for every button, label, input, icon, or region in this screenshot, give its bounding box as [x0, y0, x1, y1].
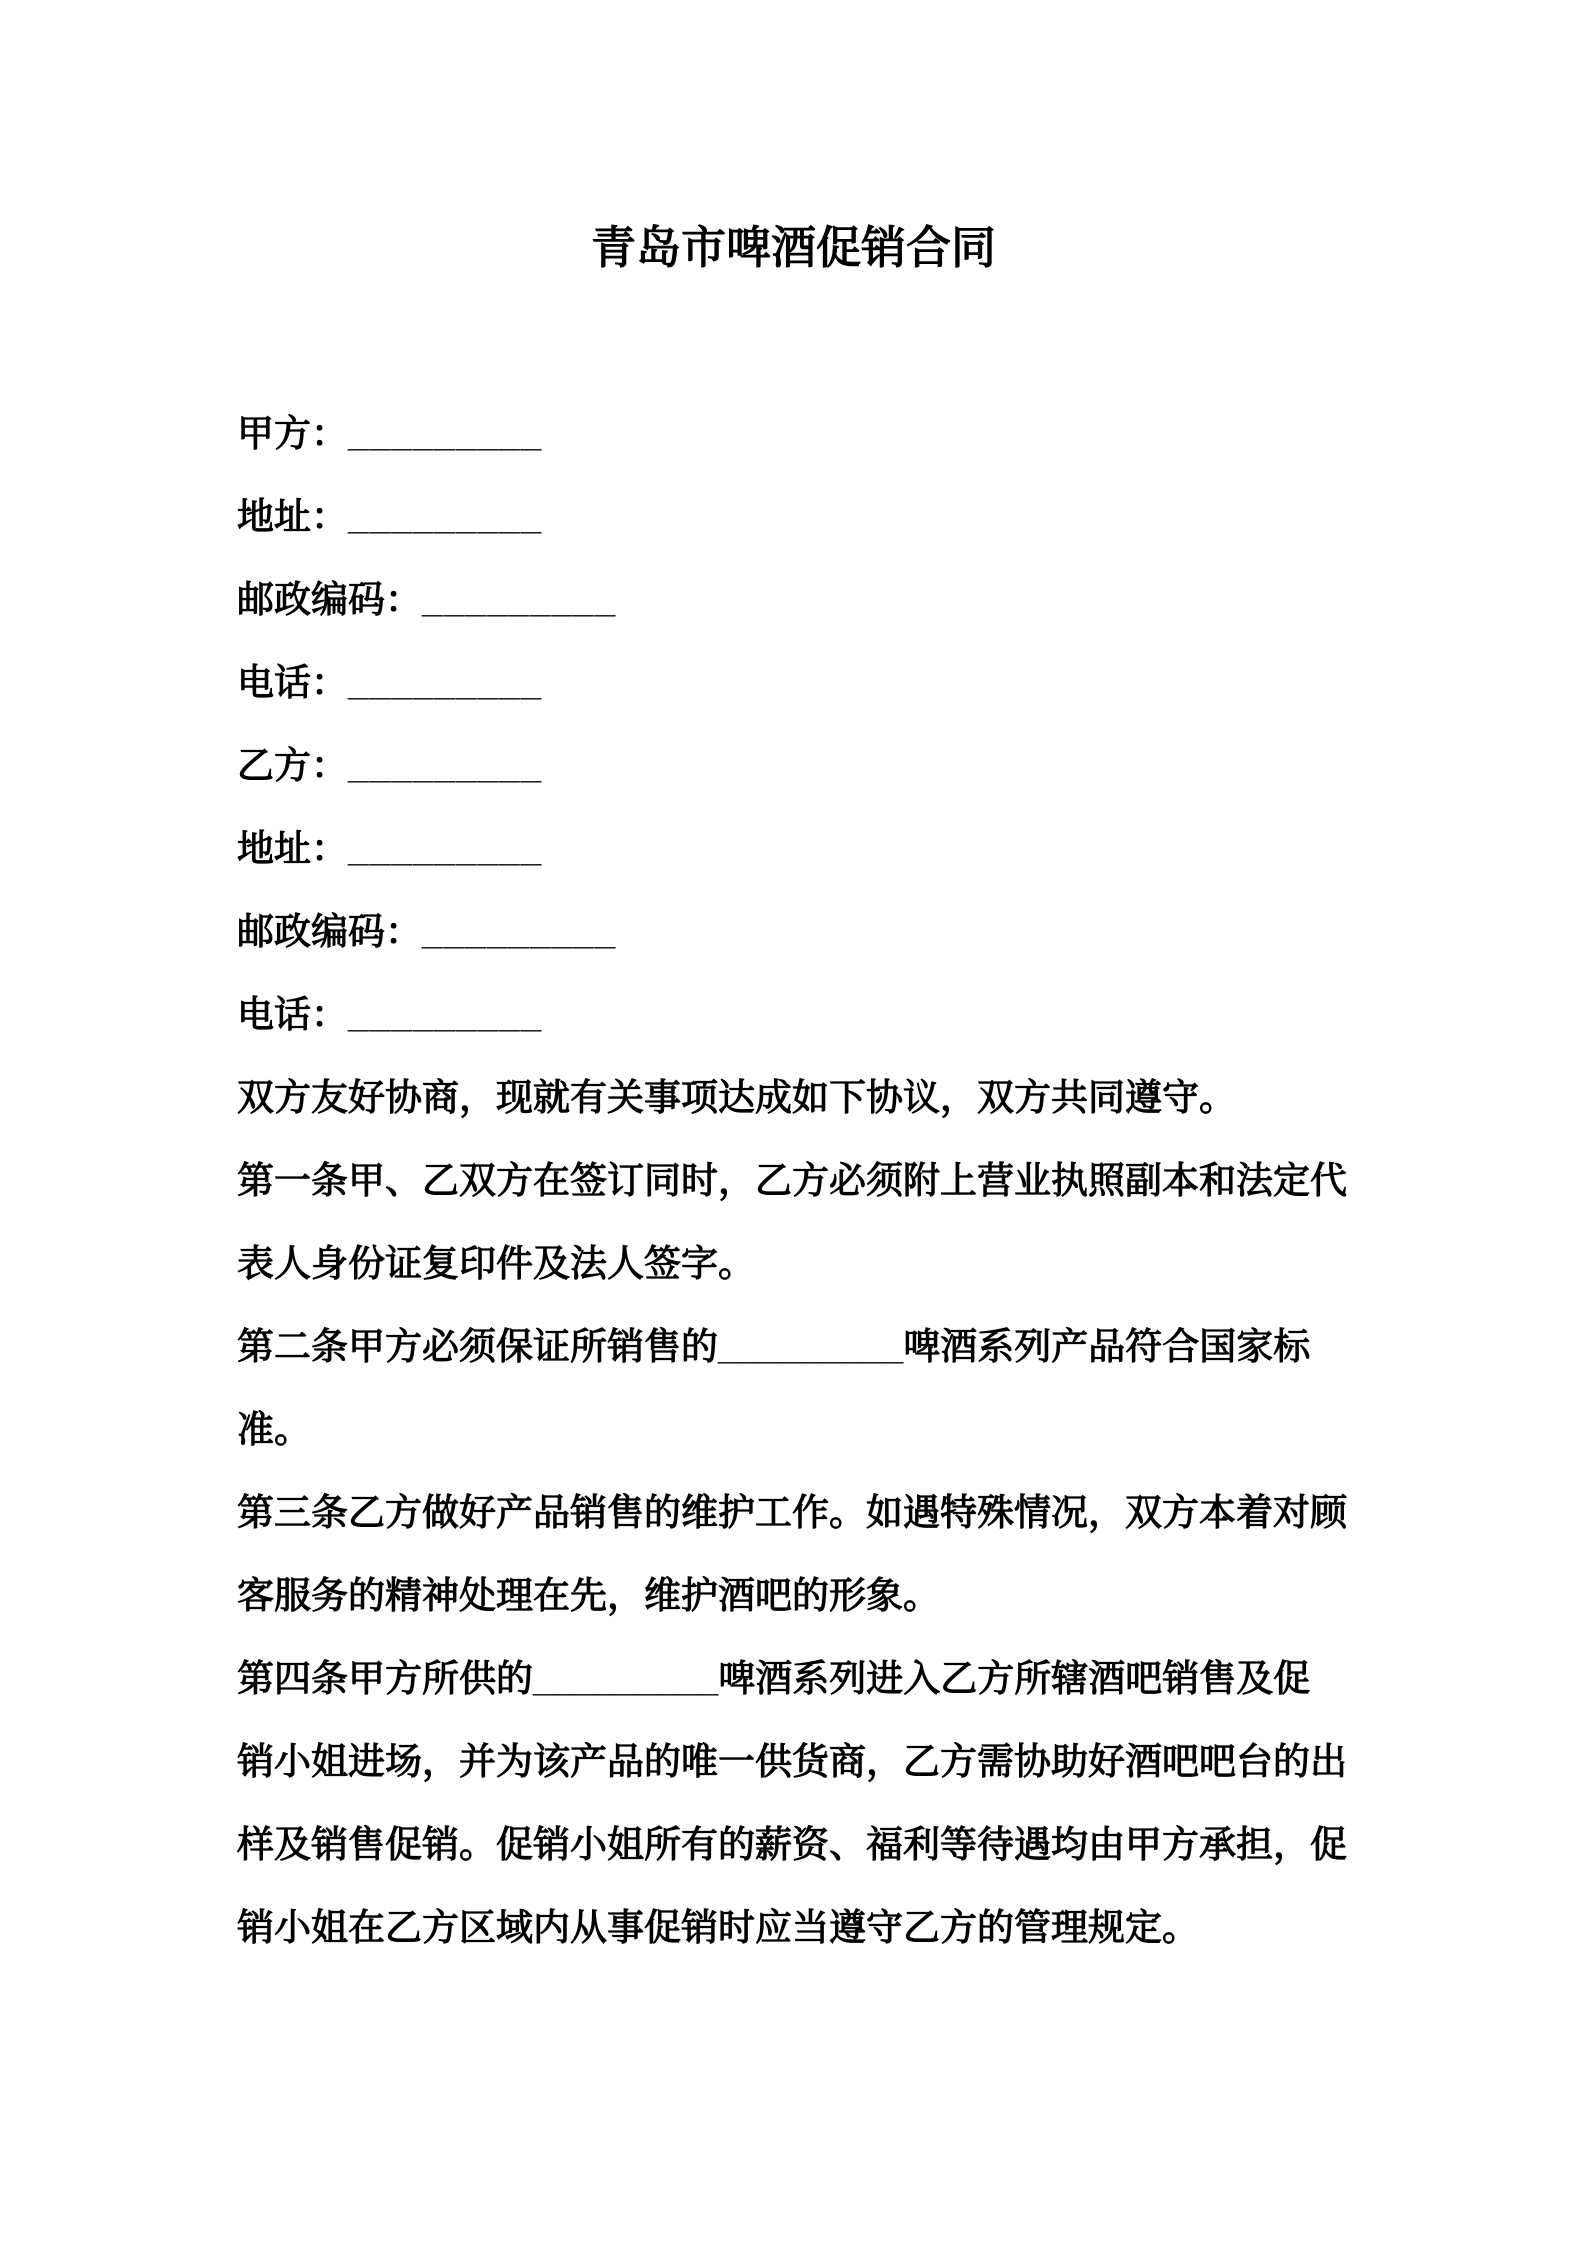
field-row-7	[237, 890, 1350, 973]
field-label: 乙方：	[237, 745, 348, 786]
field-label: 邮政编码：	[237, 579, 422, 620]
field-blank-line: _________	[348, 828, 543, 869]
document-title: 青岛市啤酒促销合同	[590, 222, 996, 273]
paragraph-2-line-1: 第一条甲、乙双方在签订同时，乙方必须附上营业执照副本和法定代	[237, 1160, 1347, 1201]
field-blank-line: _________	[422, 911, 617, 952]
paragraph-1	[237, 1056, 1350, 1139]
paragraph-5-line-2: 销小姐进场，并为该产品的唯一供货商，乙方需协助好酒吧吧台的出	[237, 1741, 1347, 1782]
paragraph-1-line-1: 双方友好协商，现就有关事项达成如下协议，双方共同遵守。	[237, 1077, 1236, 1118]
paragraph-4-line-2: 客服务的精神处理在先，维护酒吧的形象。	[237, 1575, 940, 1616]
paragraph-4-line-1: 第三条乙方做好产品销售的维护工作。如遇特殊情况，双方本着对顾	[237, 1492, 1347, 1533]
field-label: 邮政编码：	[237, 911, 422, 952]
party-info-fields	[237, 392, 1350, 1056]
paragraph-3-line-1: 第二条甲方必须保证所销售的_________啤酒系列产品符合国家标	[237, 1326, 1311, 1367]
field-blank-line: _________	[348, 413, 543, 454]
field-row-5	[237, 724, 1350, 807]
field-row-6	[237, 807, 1350, 890]
field-row-8	[237, 973, 1350, 1056]
field-row-4	[237, 641, 1350, 724]
paragraph-4	[237, 1471, 1350, 1637]
field-label: 地址：	[237, 828, 348, 869]
paragraph-5	[237, 1637, 1350, 1969]
field-label: 地址：	[237, 496, 348, 537]
paragraph-3-line-2: 准。	[237, 1409, 311, 1450]
field-row-2	[237, 475, 1350, 558]
field-blank-line: _________	[348, 745, 543, 786]
paragraph-2	[237, 1139, 1350, 1305]
field-label: 甲方：	[237, 413, 348, 454]
paragraph-5-line-4: 销小姐在乙方区域内从事促销时应当遵守乙方的管理规定。	[237, 1907, 1199, 1948]
paragraph-5-line-3: 样及销售促销。促销小姐所有的薪资、福利等待遇均由甲方承担，促	[237, 1824, 1347, 1865]
field-row-3	[237, 558, 1350, 641]
paragraph-3	[237, 1305, 1350, 1471]
field-blank-line: _________	[348, 496, 543, 537]
paragraph-2-line-2: 表人身份证复印件及法人签字。	[237, 1243, 755, 1284]
field-label: 电话：	[237, 994, 348, 1035]
paragraph-5-line-1: 第四条甲方所供的_________啤酒系列进入乙方所辖酒吧销售及促	[237, 1658, 1311, 1699]
field-blank-line: _________	[348, 662, 543, 703]
field-blank-line: _________	[422, 579, 617, 620]
field-label: 电话：	[237, 662, 348, 703]
contract-body	[237, 1056, 1350, 1969]
field-row-1	[237, 392, 1350, 475]
field-blank-line: _________	[348, 994, 543, 1035]
